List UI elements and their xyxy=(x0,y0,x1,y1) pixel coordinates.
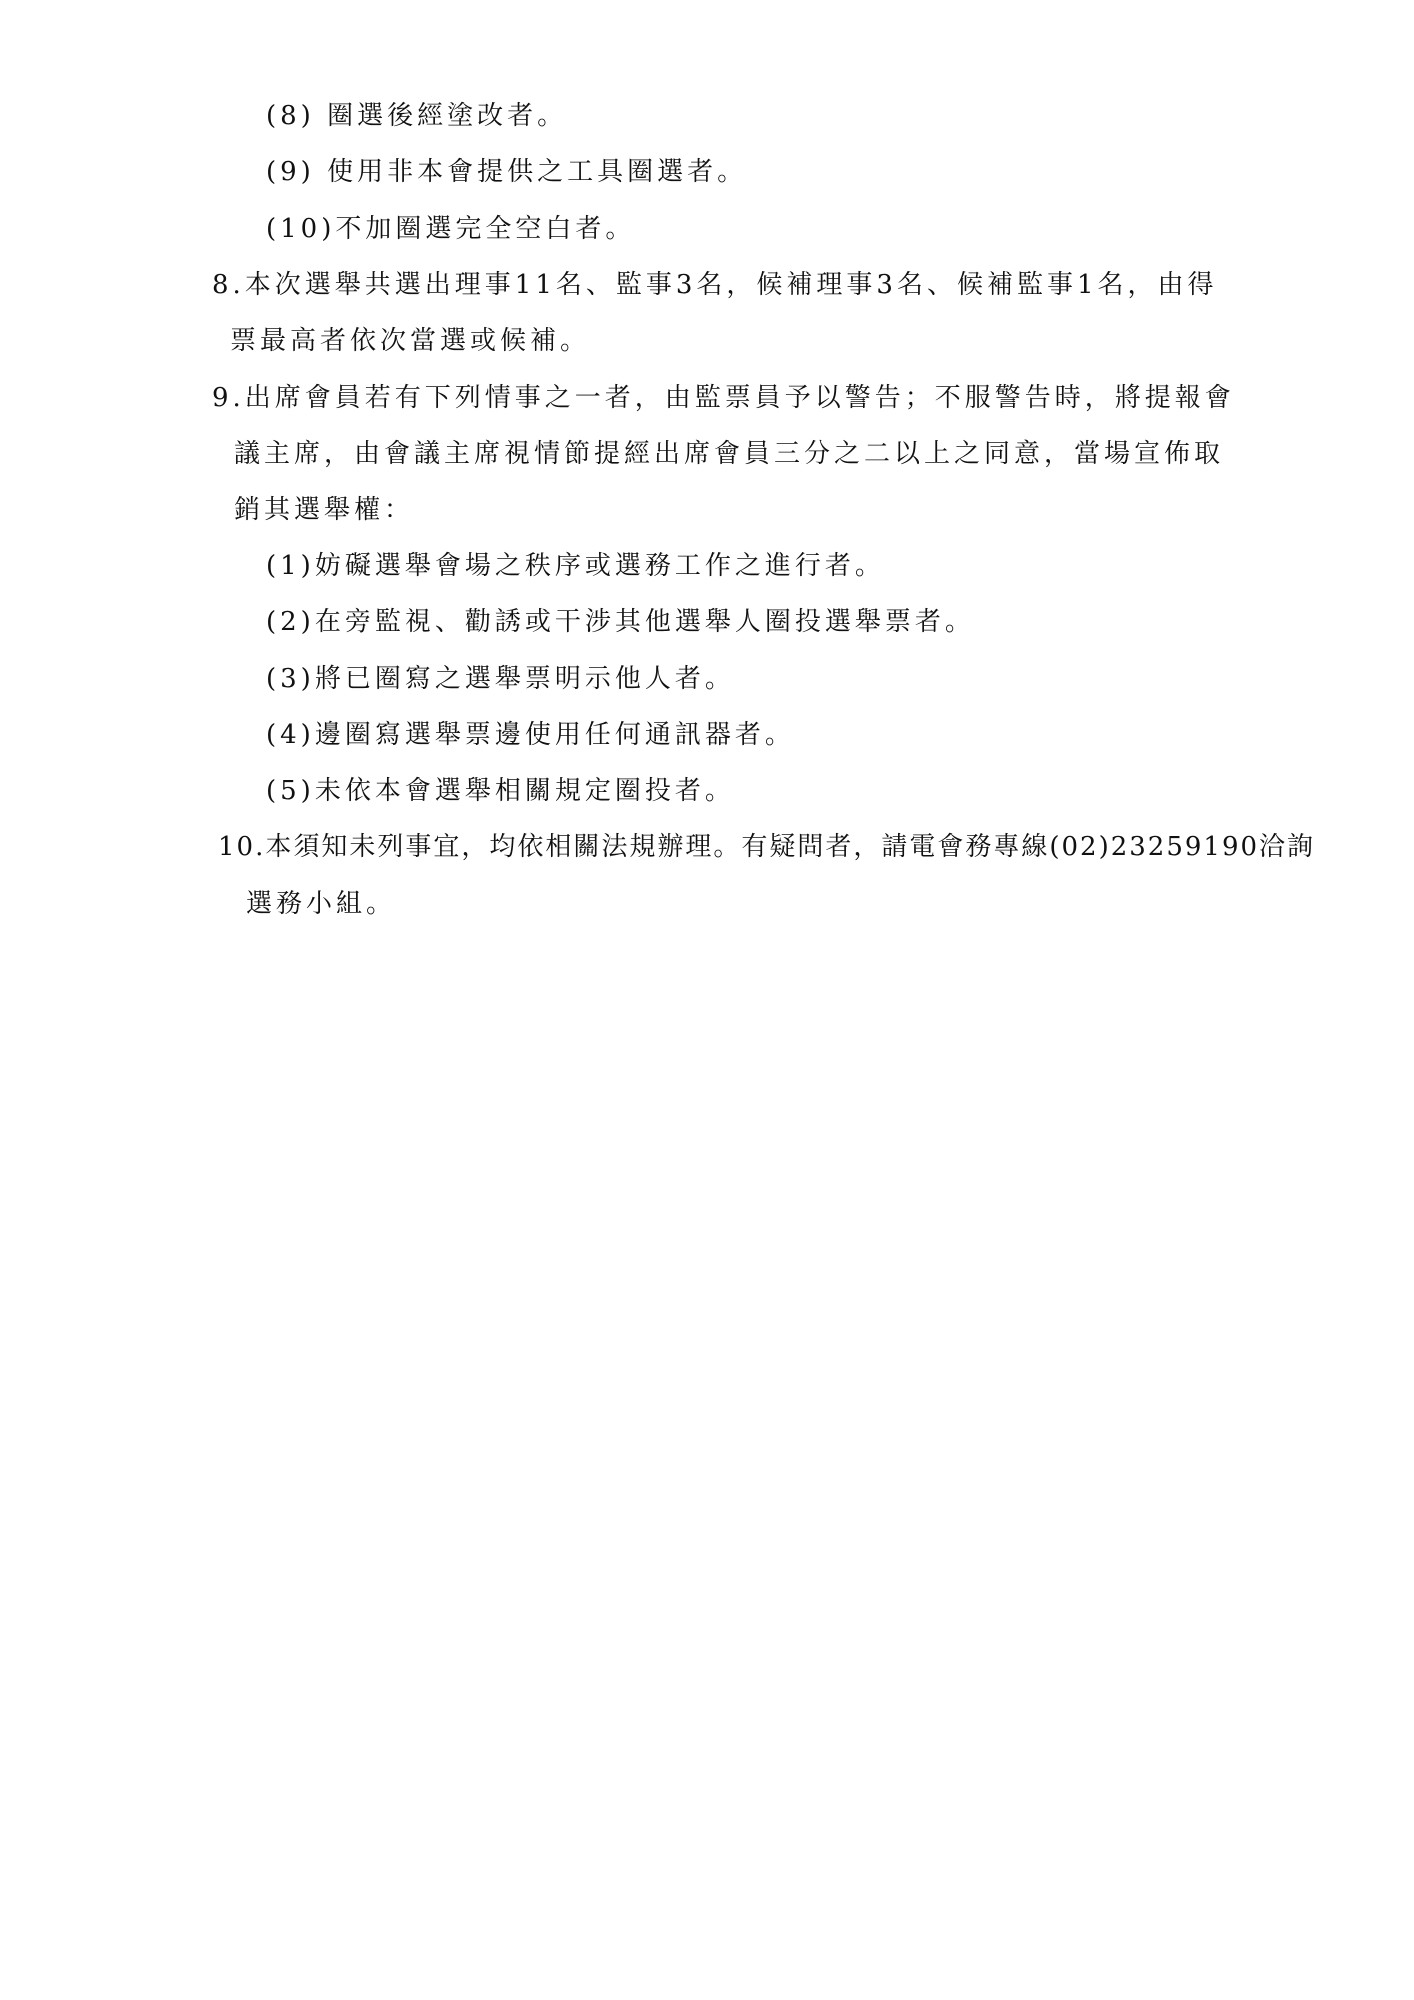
rule-9-subitem-3: (3)將已圈寫之選舉票明示他人者。 xyxy=(266,664,735,694)
rule-9-subitem-2: (2)在旁監視、勸誘或干涉其他選舉人圈投選舉票者。 xyxy=(266,607,975,637)
rule-9-subitem-1: (1)妨礙選舉會場之秩序或選務工作之進行者。 xyxy=(266,551,885,581)
rule-8-line-2: 票最高者依次當選或候補。 xyxy=(230,326,591,356)
ballot-invalid-item-10: (10)不加圈選完全空白者。 xyxy=(266,214,636,244)
rule-8-line-1: 8.本次選舉共選出理事11名、監事3名，候補理事3名、候補監事1名，由得 xyxy=(212,270,1218,300)
ballot-invalid-item-9: (9) 使用非本會提供之工具圈選者。 xyxy=(266,157,748,187)
rule-9-line-3: 銷其選舉權： xyxy=(234,495,415,525)
rule-9-line-2: 議主席，由會議主席視情節提經出席會員三分之二以上之同意，當場宣佈取 xyxy=(234,439,1225,469)
rule-10-line-2: 選務小組。 xyxy=(246,889,397,919)
rule-9-subitem-5: (5)未依本會選舉相關規定圈投者。 xyxy=(266,776,735,806)
rule-9-subitem-4: (4)邊圈寫選舉票邊使用任何通訊器者。 xyxy=(266,720,795,750)
rule-9-line-1: 9.出席會員若有下列情事之一者，由監票員予以警告；不服警告時，將提報會 xyxy=(212,383,1235,413)
rule-10-line-1: 10.本須知未列事宜，均依相關法規辦理。有疑問者，請電會務專線(02)23259190洽詢 xyxy=(218,832,1316,862)
ballot-invalid-item-8: (8) 圈選後經塗改者。 xyxy=(266,101,568,131)
